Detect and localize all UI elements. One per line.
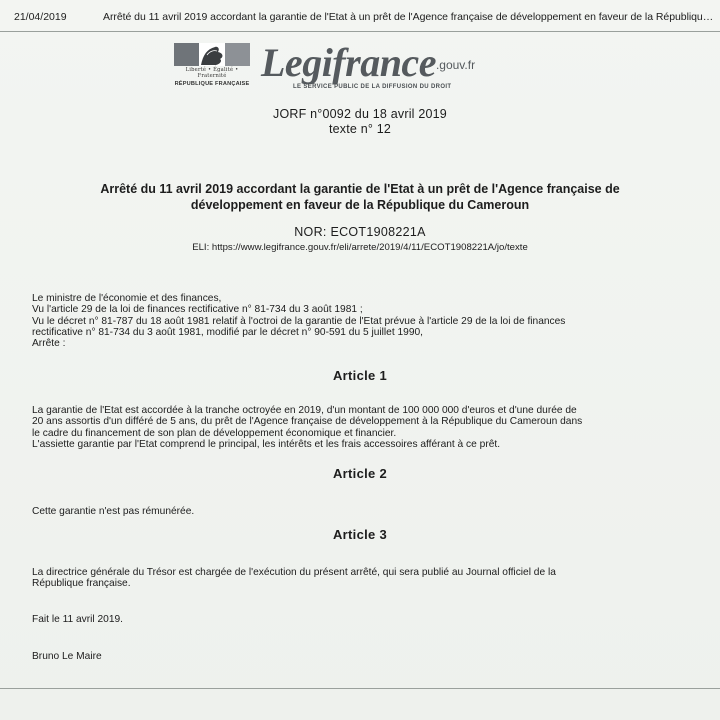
- visa-line: Vu le décret n° 81-787 du 18 août 1981 relatif à l'octroi de la garantie de l'Etat prévue à l'article 29 de la loi de finances: [32, 315, 566, 327]
- signature-date: Fait le 11 avril 2019.: [32, 614, 123, 625]
- footer-divider: [0, 688, 720, 689]
- article-heading: Article 1: [332, 368, 387, 383]
- article-line: le cadre du financement de son plan de développement économique et financier.: [32, 427, 397, 439]
- print-date: 21/04/2019: [14, 11, 67, 23]
- texte-number: texte n° 12: [328, 122, 392, 136]
- visa-line: Arrête :: [32, 338, 66, 350]
- brand-tagline: LE SERVICE PUBLIC DE LA DIFFUSION DU DROIT: [293, 84, 452, 90]
- article-heading: Article 3: [332, 527, 387, 542]
- article-line: République française.: [32, 578, 131, 590]
- emblem-republic: RÉPUBLIQUE FRANÇAISE: [174, 81, 250, 87]
- visas-block: [32, 293, 692, 349]
- article-line: La garantie de l'Etat est accordée à la tranche octroyée en 2019, d'un montant de 100 000 000 d'euros et d'une durée de: [32, 405, 577, 416]
- article-line: Cette garantie n'est pas rémunérée.: [32, 506, 195, 517]
- header-divider: [0, 31, 720, 32]
- jorf-number: JORF n°0092 du 18 avril 2019: [273, 107, 447, 121]
- visa-line: rectificative n° 81-734 du 3 août 1981, modifié par le décret n° 90-591 du 5 juillet 1990,: [32, 326, 423, 338]
- article-body: [32, 506, 692, 517]
- brand-wordmark: [261, 40, 476, 85]
- print-header: [0, 0, 720, 32]
- nor-identifier: NOR: ECOT1908221A: [294, 225, 426, 239]
- brand-name: Legifrance: [261, 40, 436, 85]
- signatory-name: Bruno Le Maire: [32, 651, 102, 662]
- visa-line: Le ministre de l'économie et des finances,: [32, 293, 222, 304]
- article-body: [32, 567, 692, 590]
- legifrance-logo: [171, 41, 531, 99]
- print-running-title: Arrêté du 11 avril 2019 accordant la garantie de l'Etat à un prêt de l'Agence française de développement en faveur de la Républiqu…: [103, 11, 714, 23]
- emblem-motto: Liberté • Égalité • Fraternité: [185, 67, 239, 79]
- eli-link[interactable]: ELI: https://www.legifrance.gouv.fr/eli/arrete/2019/4/11/ECOT1908221A/jo/texte: [192, 242, 528, 253]
- article-line: La directrice générale du Trésor est chargée de l'exécution du présent arrêté, qui sera publié au Journal officiel de la: [32, 567, 556, 578]
- article-heading: Article 2: [332, 466, 387, 481]
- article-line: 20 ans assortis d'un différé de 5 ans, du prêt de l'Agence française de développement à la République du Cameroun dans: [32, 416, 583, 428]
- journal-reference: [0, 107, 720, 137]
- article-line: L'assiette garantie par l'Etat comprend le principal, les intérêts et les frais accessoires afférant à ce prêt.: [32, 438, 501, 450]
- document-title: [30, 181, 690, 213]
- brand-suffix: .gouv.fr: [435, 58, 476, 72]
- title-line: Arrêté du 11 avril 2019 accordant la garantie de l'Etat à un prêt de l'Agence française de: [100, 182, 620, 196]
- visa-line: Vu l'article 29 de la loi de finances rectificative n° 81-734 du 3 août 1981 ;: [32, 304, 363, 316]
- title-line: développement en faveur de la République du Cameroun: [190, 198, 530, 212]
- article-body: [32, 405, 692, 450]
- emblem-caption: [171, 67, 253, 87]
